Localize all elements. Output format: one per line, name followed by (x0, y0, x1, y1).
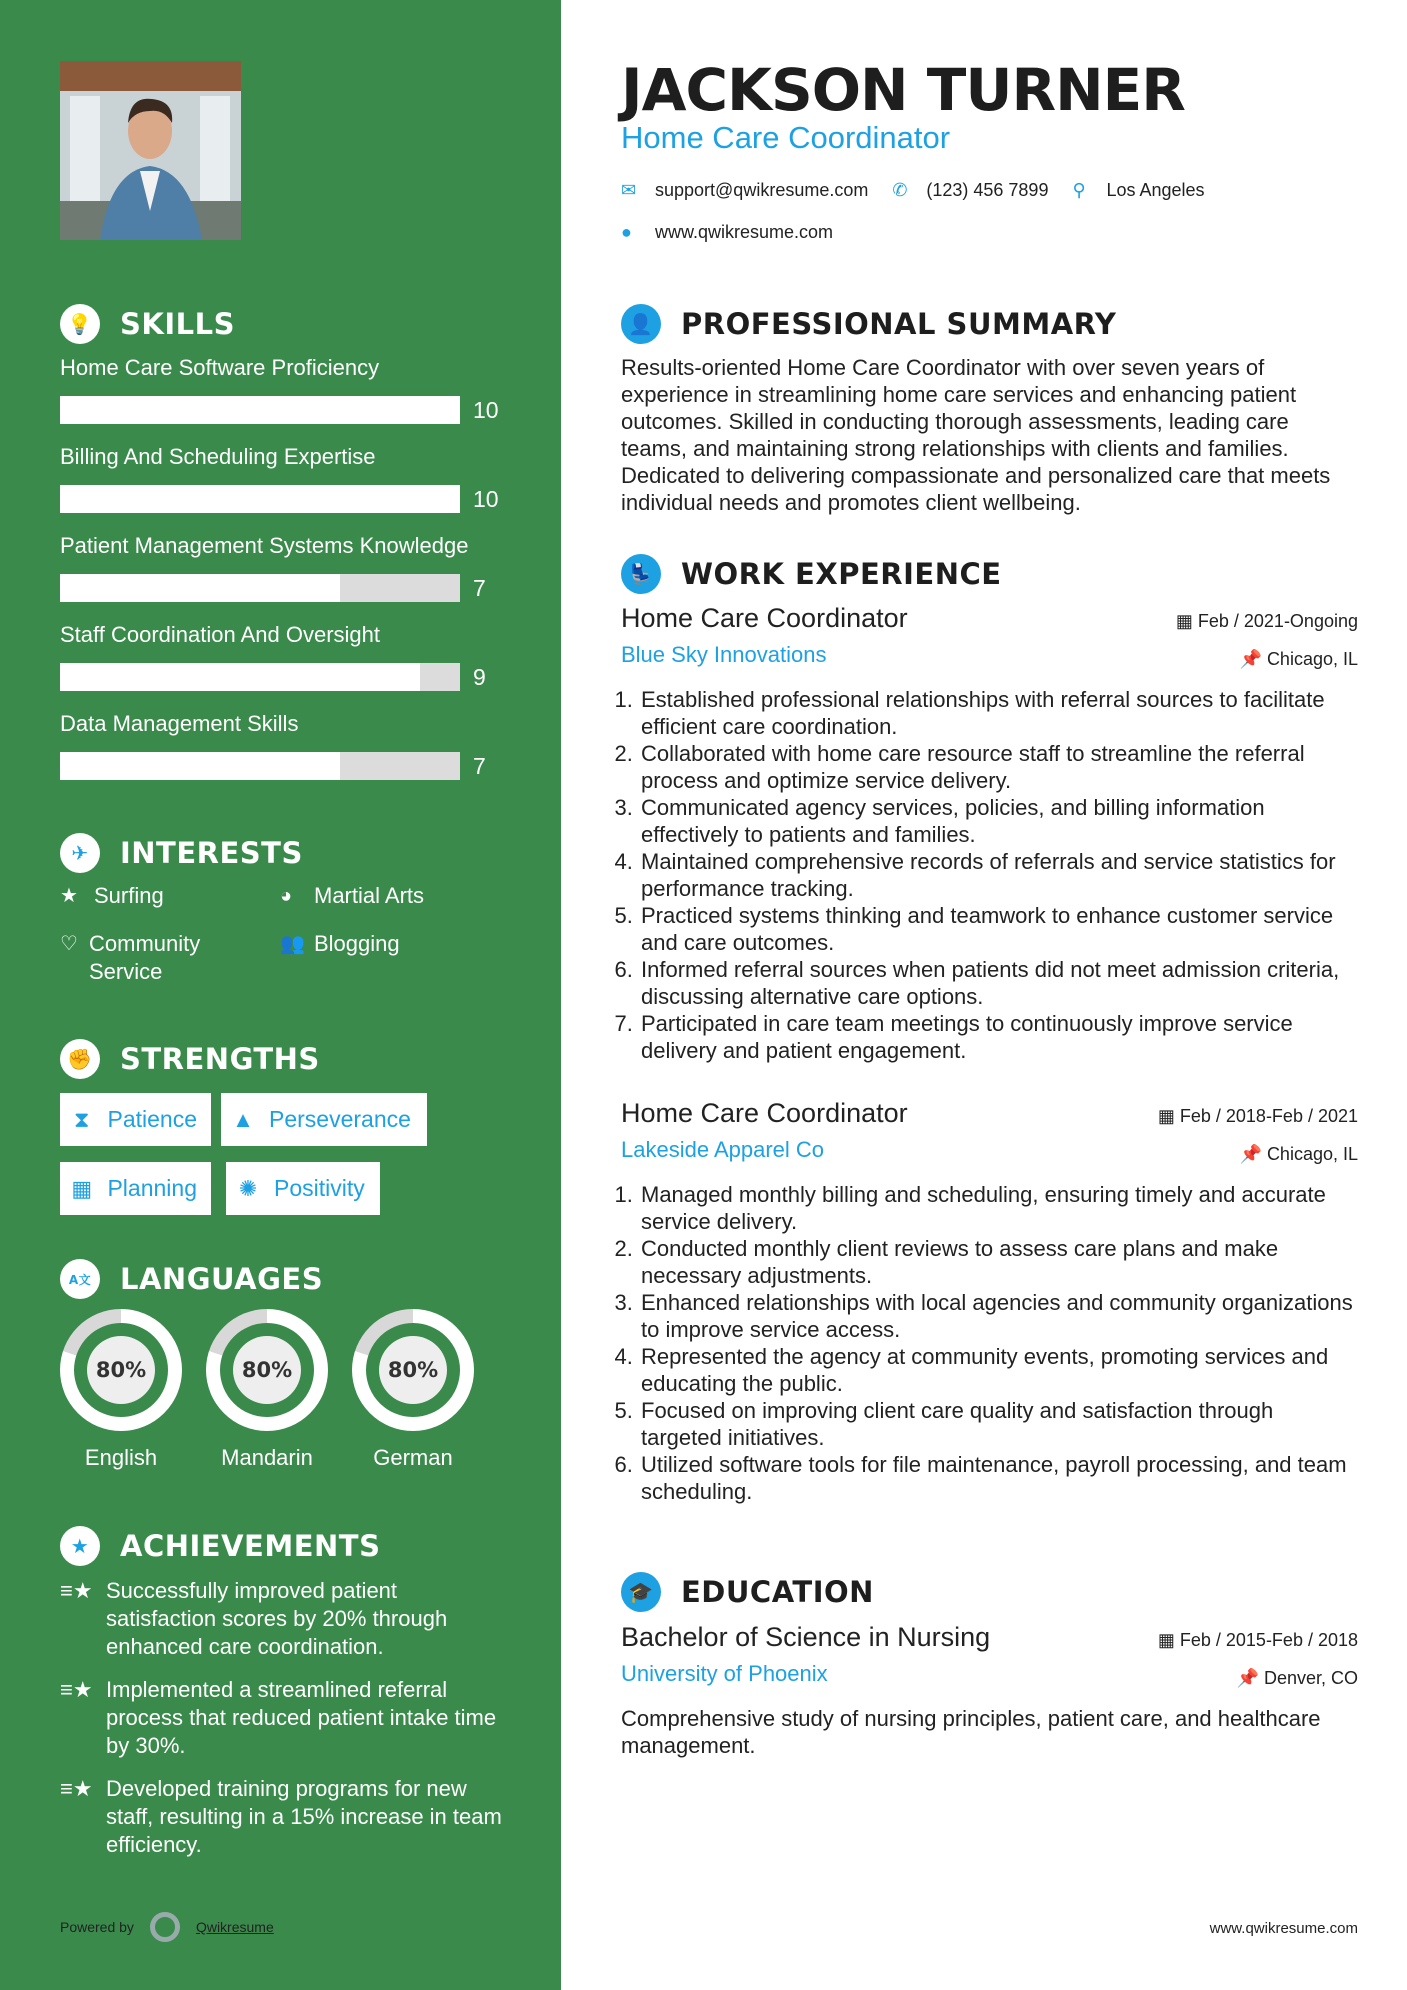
user-icon: 👤 (621, 304, 661, 344)
skill-bar (60, 574, 460, 602)
language-name: German (373, 1445, 453, 1470)
achievement-item: ≡★ Developed training programs for new staff, resulting in a 15% increase in team efficiency. (60, 1776, 502, 1857)
job-bullet: 3. Communicated agency services, policies, and billing information effectively to patients and families. (639, 794, 1358, 848)
envelope-icon: ✉ (621, 180, 637, 200)
company: Blue Sky Innovations (621, 642, 827, 667)
skill-bar-fill (60, 574, 340, 602)
job-bullet: 1. Established professional relationships with referral sources to facilitate efficient care coordination. (639, 686, 1358, 740)
skill-value: 7 (473, 753, 486, 779)
summary-heading: 👤 PROFESSIONAL SUMMARY (621, 304, 1116, 344)
footer-website[interactable]: www.qwikresume.com (1209, 1920, 1358, 1937)
skill-label: Patient Management Systems Knowledge (60, 533, 469, 558)
job-bullet: 1. Managed monthly billing and scheduling, ensuring timely and accurate service delivery. (639, 1181, 1358, 1235)
strengths-heading: ✊ STRENGTHS (60, 1039, 320, 1079)
language-ring (206, 1309, 328, 1431)
globe-icon: ● (621, 222, 632, 242)
job-bullet: 5. Focused on improving client care quality and satisfaction through targeted initiatives. (639, 1397, 1358, 1451)
company: Lakeside Apparel Co (621, 1137, 825, 1162)
calendar-icon: ▦ (71, 1175, 93, 1201)
strength-chip: ⧗ Patience (60, 1093, 211, 1146)
shooting-star-icon: ≡★ (60, 1776, 93, 1801)
chair-icon: 💺 (621, 554, 661, 594)
job-title: Home Care Coordinator (621, 603, 908, 633)
shooting-star-icon: ≡★ (60, 1677, 93, 1702)
skill-bar-fill (60, 396, 460, 424)
job-bullets (621, 686, 1358, 1064)
skills-heading: 💡 SKILLS (60, 304, 235, 344)
job-location: 📌 Chicago, IL (1239, 649, 1358, 669)
degree: Bachelor of Science in Nursing (621, 1622, 991, 1652)
skill-item (60, 354, 510, 423)
skill-item (60, 443, 510, 512)
website-row (621, 222, 833, 243)
skill-item (60, 621, 510, 690)
interest-item: ♡ Community Service (60, 931, 201, 984)
language-ring (352, 1309, 474, 1431)
job-entry (621, 603, 1358, 1064)
language-ring (60, 1309, 182, 1431)
job-bullet: 7. Participated in care team meetings to continuously improve service delivery and patient engagement. (639, 1010, 1358, 1064)
interest-item: ★ Surfing (60, 883, 164, 908)
map-pin-icon: ⚲ (1072, 180, 1086, 200)
job-bullet: 5. Practiced systems thinking and teamwork to enhance customer service and care outcomes. (639, 902, 1358, 956)
qwikresume-link[interactable]: Qwikresume (195, 1919, 274, 1935)
language-item (206, 1309, 328, 1471)
language-level: 80% (379, 1336, 447, 1404)
job-bullets (621, 1181, 1358, 1505)
job-title: Home Care Coordinator (621, 1098, 908, 1128)
skill-value: 7 (473, 575, 486, 601)
skill-label: Home Care Software Proficiency (60, 355, 380, 380)
strength-chip: ✺ Positivity (226, 1162, 380, 1215)
pin-icon: 📌 (1236, 1668, 1264, 1688)
job-dates: ▦ Feb / 2021-Ongoing (1175, 611, 1358, 631)
strength-chip: ▦ Planning (60, 1162, 211, 1215)
language-level: 80% (87, 1336, 155, 1404)
calendar-icon: ▦ (1157, 1630, 1180, 1650)
education-heading: 🎓 EDUCATION (621, 1572, 874, 1612)
education-entry (621, 1622, 1358, 1759)
shooting-star-icon: ≡★ (60, 1578, 93, 1603)
education-location: 📌 Denver, CO (1236, 1668, 1358, 1688)
skill-bar-fill (60, 485, 460, 513)
languages-heading: A文 LANGUAGES (60, 1259, 323, 1299)
interests-heading: ✈ INTERESTS (60, 833, 303, 873)
hands-icon: ♡ (60, 933, 78, 955)
job-bullet: 6. Informed referral sources when patients did not meet admission criteria, discussing alternative care options. (639, 956, 1358, 1010)
job-bullet: 6. Utilized software tools for file maintenance, payroll processing, and team scheduling. (639, 1451, 1358, 1505)
qwikresume-logo-icon (150, 1912, 180, 1942)
strength-chip: ▲ Perseverance (221, 1093, 427, 1146)
skill-bar (60, 663, 460, 691)
achievement-item: ≡★ Successfully improved patient satisfaction scores by 20% through enhanced care coordination. (60, 1578, 448, 1659)
skill-bar-fill (60, 752, 340, 780)
pin-icon: 📌 (1239, 1144, 1267, 1164)
shooting-star-icon: ★ (60, 1526, 100, 1566)
skill-bar (60, 485, 460, 513)
users-icon: 👥 (280, 933, 305, 955)
language-item (60, 1309, 182, 1471)
job-title: Home Care Coordinator (621, 120, 951, 155)
job-entry (621, 1098, 1358, 1505)
powered-by: Powered by Qwikresume (60, 1912, 274, 1942)
school: University of Phoenix (621, 1661, 828, 1686)
job-bullet: 2. Collaborated with home care resource staff to streamline the referral process and optimize service delivery. (639, 740, 1358, 794)
job-bullet: 4. Represented the agency at community events, promoting services and educating the public. (639, 1343, 1358, 1397)
skill-bar (60, 396, 460, 424)
job-dates: ▦ Feb / 2018-Feb / 2021 (1157, 1106, 1358, 1126)
achievement-item: ≡★ Implemented a streamlined referral process that reduced patient intake time by 30%. (60, 1677, 497, 1758)
job-bullet: 4. Maintained comprehensive records of referrals and service statistics for performance tracking. (639, 848, 1358, 902)
graduation-cap-icon: 🎓 (621, 1572, 661, 1612)
website[interactable]: www.qwikresume.com (655, 222, 834, 242)
skill-label: Data Management Skills (60, 711, 299, 736)
language-item (352, 1309, 474, 1471)
phone-icon: ✆ (892, 180, 908, 200)
job-bullet: 3. Enhanced relationships with local agencies and community organizations to improve service access. (639, 1289, 1358, 1343)
email[interactable]: support@qwikresume.com (655, 180, 869, 200)
education-dates: ▦ Feb / 2015-Feb / 2018 (1157, 1630, 1358, 1650)
skill-value: 10 (473, 486, 499, 512)
calendar-icon: ▦ (1157, 1106, 1180, 1126)
achievements-heading: ★ ACHIEVEMENTS (60, 1526, 380, 1566)
globe-icon: ◕ (280, 885, 293, 907)
paper-plane-icon: ✈ (60, 833, 100, 873)
interest-item: ◕ Martial Arts (280, 883, 425, 908)
language-level: 80% (233, 1336, 301, 1404)
skill-label: Staff Coordination And Oversight (60, 622, 381, 647)
location: Los Angeles (1106, 180, 1205, 200)
calendar-icon: ▦ (1175, 611, 1198, 631)
skill-bar-fill (60, 663, 420, 691)
translate-icon: A文 (60, 1259, 100, 1299)
experience-heading: 💺 WORK EXPERIENCE (621, 554, 1002, 594)
summary-text: Results-oriented Home Care Coordinator with over seven years of experience in streamlining home care services and enhancing patient outcomes. Skilled in conducting thorough assessments, leading care teams, and maintaining strong relationships with clients and families. Dedicated to delivering compassionate and personalized care that meets individual needs and promotes client wellbeing. (621, 355, 1331, 515)
profile-photo (60, 61, 241, 240)
skill-item (60, 710, 510, 779)
skill-item (60, 532, 510, 601)
candidate-name: JACKSON TURNER (621, 56, 1185, 124)
contact-row (621, 180, 1205, 201)
skill-bar (60, 752, 460, 780)
fist-icon: ✊ (60, 1039, 100, 1079)
language-name: English (84, 1445, 158, 1470)
road-icon: ▲ (232, 1106, 254, 1132)
interest-item: 👥 Blogging (280, 931, 400, 956)
language-name: Mandarin (221, 1445, 313, 1470)
lightbulb-icon: 💡 (60, 304, 100, 344)
hourglass-icon: ⧗ (74, 1106, 90, 1132)
pin-icon: 📌 (1239, 649, 1267, 669)
job-bullet: 2. Conducted monthly client reviews to assess care plans and make necessary adjustments. (639, 1235, 1358, 1289)
skill-value: 10 (473, 397, 499, 423)
phone: (123) 456 7899 (926, 180, 1049, 200)
sun-icon: ✺ (238, 1175, 258, 1201)
skill-label: Billing And Scheduling Expertise (60, 444, 376, 469)
sidebar (0, 0, 561, 1990)
skill-value: 9 (473, 664, 486, 690)
education-description: Comprehensive study of nursing principles, patient care, and healthcare management. (621, 1706, 1321, 1758)
star-icon: ★ (60, 885, 78, 907)
job-location: 📌 Chicago, IL (1239, 1144, 1358, 1164)
